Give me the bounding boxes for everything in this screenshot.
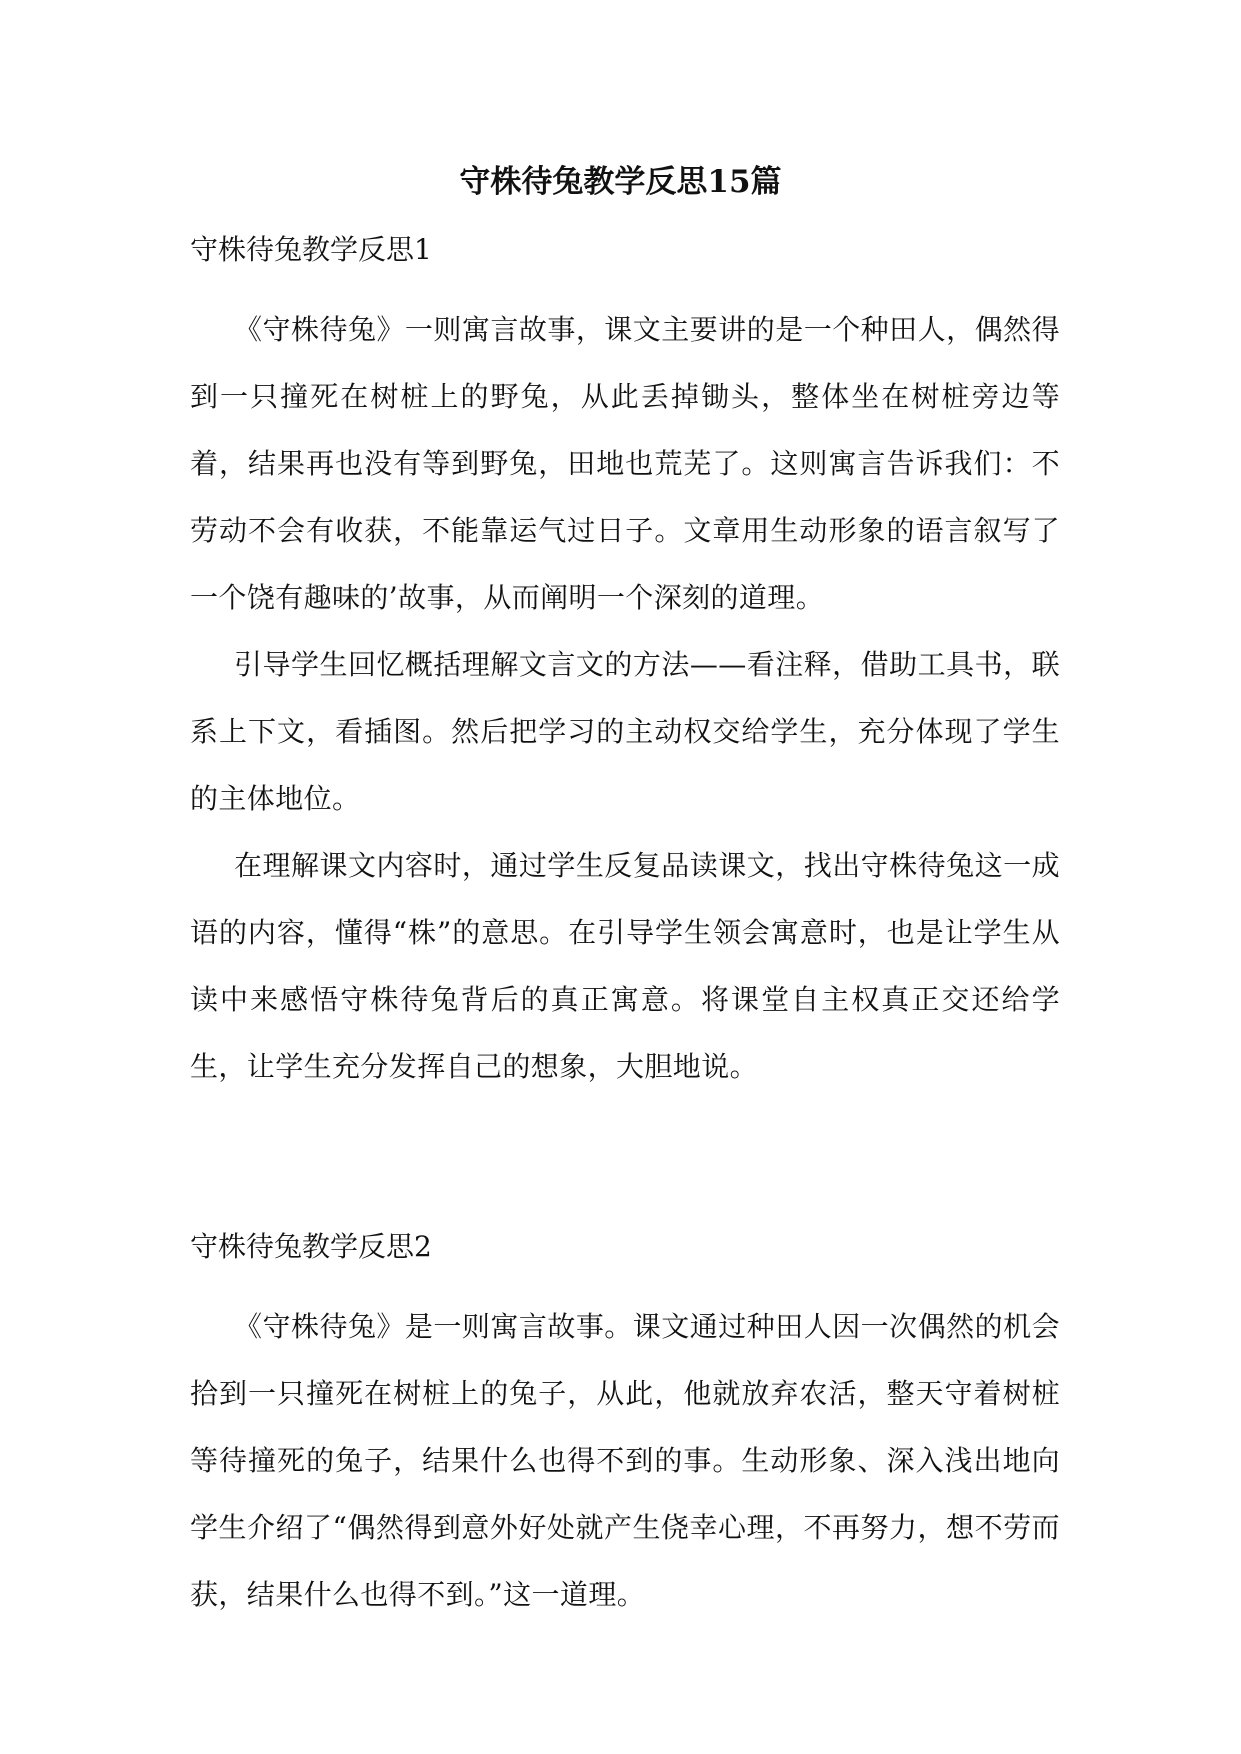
document-title: 守株待兔教学反思15篇 bbox=[459, 164, 782, 200]
section-heading: 守株待兔教学反思1 bbox=[190, 233, 432, 266]
paragraph: 《守株待兔》一则寓言故事，课文主要讲的是一个种田人，偶然得到一只撞死在树桩上的野兔，从此丢掉锄头，整体坐在树桩旁边等着，结果再也没有等到野兔，田地也荒芜了。这则寓言告诉我们：不劳动不会有收获，不能靠运气过日子。文章用生动形象的语言叙写了一个饶有趣味的’故事，从而阐明一个深刻的道理。 bbox=[190, 313, 1060, 614]
paragraph: 引导学生回忆概括理解文言文的方法——看注释，借助工具书，联系上下文，看插图。然后把学习的主动权交给学生，充分体现了学生的主体地位。 bbox=[190, 648, 1060, 815]
section-heading: 守株待兔教学反思2 bbox=[190, 1230, 432, 1263]
paragraph: 《守株待兔》是一则寓言故事。课文通过种田人因一次偶然的机会拾到一只撞死在树桩上的兔子，从此，他就放弃农活，整天守着树桩等待撞死的兔子，结果什么也得不到的事。生动形象、深入浅出地向学生介绍了“偶然得到意外好处就产生侥幸心理，不再努力，想不劳而获，结果什么也得不到。”这一道理。 bbox=[190, 1310, 1060, 1611]
reflection-section-2 bbox=[190, 1227, 1060, 1628]
paragraph: 在理解课文内容时，通过学生反复品读课文，找出守株待兔这一成语的内容，懂得“株”的意思。在引导学生领会寓意时，也是让学生从读中来感悟守株待兔背后的真正寓意。将课堂自主权真正交还给学生，让学生充分发挥自己的想象，大胆地说。 bbox=[190, 849, 1060, 1083]
reflection-section-1 bbox=[190, 230, 1060, 1100]
